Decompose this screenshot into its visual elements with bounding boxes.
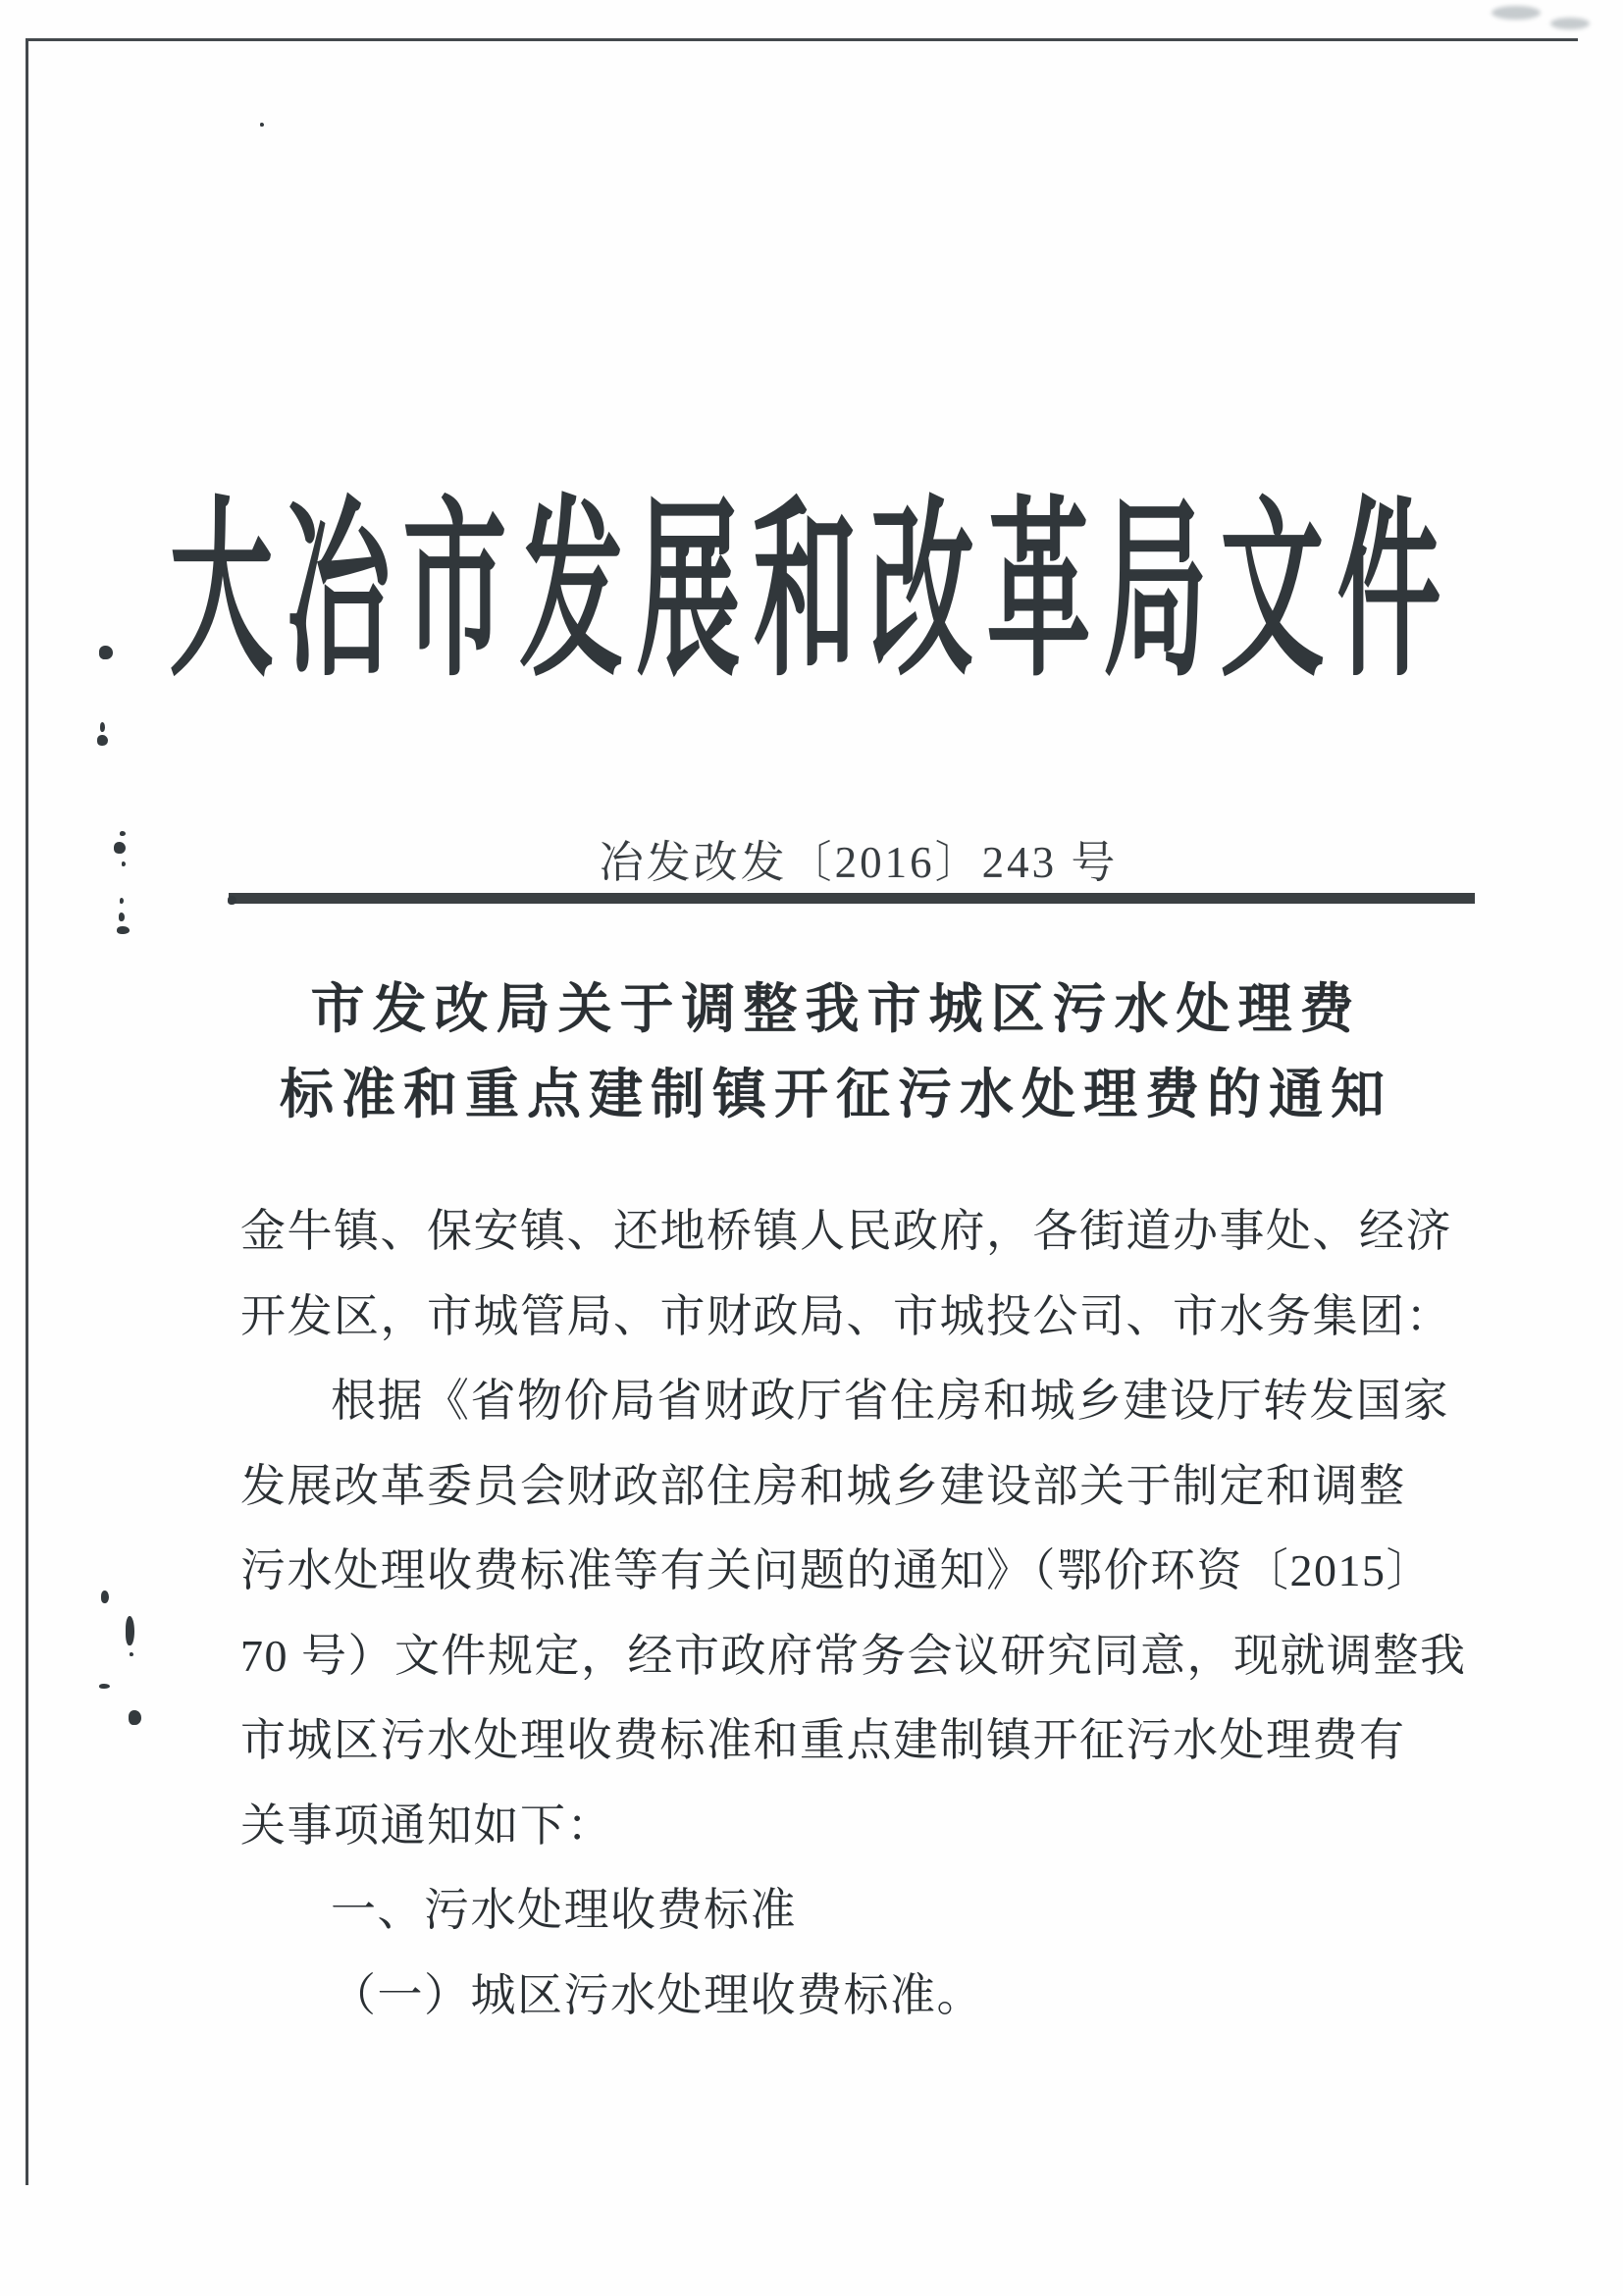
scan-smudge	[1550, 18, 1590, 29]
body-line: 关事项通知如下：	[240, 1800, 613, 1851]
ink-smudge	[114, 842, 126, 854]
ink-smudge	[228, 896, 236, 905]
body-line: 一、污水处理收费标准	[331, 1885, 797, 1935]
ink-smudge	[122, 861, 126, 866]
ink-smudge	[100, 722, 105, 732]
body-line: 金牛镇、保安镇、还地桥镇人民政府，各街道办事处、经济	[240, 1206, 1452, 1256]
agency-letterhead-text: 大冶市发展和改革局文件	[169, 486, 1454, 700]
body-line: 发展改革委员会财政部住房和城乡建设部关于制定和调整	[240, 1460, 1406, 1511]
body-line: 70 号）文件规定，经市政府常务会议研究同意，现就调整我	[240, 1630, 1467, 1681]
page-border-top	[26, 38, 1578, 41]
ink-smudge	[129, 1710, 141, 1725]
scan-smudge	[1492, 6, 1541, 20]
ink-smudge	[119, 913, 125, 921]
body-line: 市城区污水处理收费标准和重点建制镇开征污水处理费有	[240, 1715, 1406, 1765]
document-title-line1: 市发改局关于调整我市城区污水处理费	[310, 979, 1362, 1039]
document-body	[240, 1189, 1467, 2038]
ink-smudge	[97, 735, 108, 746]
ink-smudge	[101, 1591, 109, 1603]
ink-smudge	[120, 831, 126, 836]
document-title	[25, 966, 1623, 1137]
ink-smudge	[130, 1652, 133, 1656]
agency-letterhead	[0, 486, 1623, 700]
body-line: 污水处理收费标准等有关问题的通知》（鄂价环资〔2015〕	[240, 1545, 1433, 1595]
ink-smudge	[120, 898, 124, 904]
ink-smudge	[99, 1684, 110, 1689]
separator-rule	[229, 893, 1475, 904]
body-line: 根据《省物价局省财政厅省住房和城乡建设厅转发国家	[331, 1376, 1449, 1426]
document-title-line2: 标准和重点建制镇开征污水处理费的通知	[279, 1065, 1392, 1124]
ink-smudge	[260, 123, 264, 127]
ink-smudge	[117, 926, 130, 934]
body-line: 开发区，市城管局、市财政局、市城投公司、市水务集团：	[240, 1290, 1452, 1341]
ink-smudge	[99, 646, 113, 659]
body-line: （一）城区污水处理收费标准。	[331, 1969, 983, 2020]
document-number: 冶发改发〔2016〕243 号	[599, 838, 1119, 887]
ink-smudge	[126, 1616, 134, 1645]
